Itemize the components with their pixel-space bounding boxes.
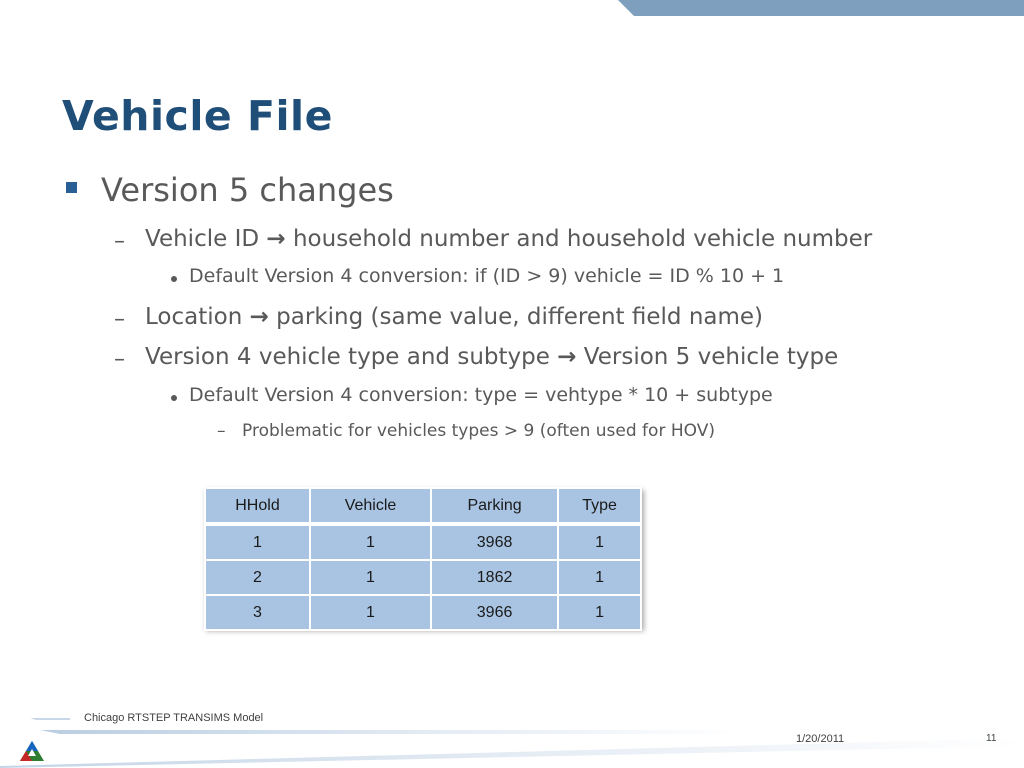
table-cell: 3968: [431, 524, 558, 560]
table-cell: 1: [558, 560, 641, 595]
bullet-text-pre: Version 4 vehicle type and subtype: [145, 344, 558, 370]
table-cell: 1: [310, 560, 431, 595]
column-header-vehicle: Vehicle: [310, 488, 431, 524]
bullet-level2-vehicle-type: [145, 344, 838, 370]
dot-bullet-icon: [171, 276, 177, 282]
bullet-level2-vehicle-id: [145, 226, 872, 252]
bullet-text-post: household number and household vehicle number: [285, 226, 873, 252]
dash-bullet-icon: –: [217, 421, 226, 441]
bullet-level1: Version 5 changes: [101, 171, 394, 209]
column-header-hhold: HHold: [205, 488, 310, 524]
bullet-text-pre: Location: [145, 304, 250, 330]
arrow-right-icon: →: [557, 344, 577, 370]
table-cell: 1: [558, 524, 641, 560]
dot-bullet-icon: [171, 395, 177, 401]
dash-bullet-icon: –: [114, 347, 125, 372]
table-cell: 3966: [431, 595, 558, 630]
arrow-right-icon: →: [249, 304, 269, 330]
bullet-level3-id-conversion: Default Version 4 conversion: if (ID > 9) vehicle = ID % 10 + 1: [189, 265, 785, 287]
table-row: [205, 560, 641, 595]
table-cell: 1: [558, 595, 641, 630]
footer-date: 1/20/2011: [796, 733, 845, 745]
bullet-text-post: parking (same value, different field name): [268, 304, 764, 330]
square-bullet-icon: [66, 182, 77, 193]
header-accent-band: [618, 0, 1024, 16]
dash-bullet-icon: –: [114, 307, 125, 332]
table-cell: 1: [205, 524, 310, 560]
arrow-right-icon: →: [266, 226, 286, 252]
table-cell: 1862: [431, 560, 558, 595]
table-header-row: [205, 488, 641, 524]
table-row: [205, 595, 641, 630]
table-cell: 1: [310, 524, 431, 560]
bullet-text-post: Version 5 vehicle type: [576, 344, 839, 370]
column-header-parking: Parking: [431, 488, 558, 524]
table-cell: 1: [310, 595, 431, 630]
bullet-level2-location: [145, 304, 763, 330]
bullet-level3-type-conversion: Default Version 4 conversion: type = vehtype * 10 + subtype: [189, 384, 773, 406]
column-header-type: Type: [558, 488, 641, 524]
bullet-level4-problematic: Problematic for vehicles types > 9 (often used for HOV): [242, 421, 715, 441]
dash-bullet-icon: –: [114, 229, 125, 254]
bullet-text-pre: Vehicle ID: [145, 226, 267, 252]
footer-page-number: 11: [986, 733, 997, 744]
footer-presentation-title: Chicago RTSTEP TRANSIMS Model: [84, 712, 264, 724]
table-cell: 2: [205, 560, 310, 595]
vehicle-table: [204, 487, 642, 631]
table-cell: 3: [205, 595, 310, 630]
slide-title: Vehicle File: [62, 92, 333, 140]
vehicle-table-container: [204, 487, 642, 628]
argonne-triangle-logo: [19, 740, 45, 762]
table-row: [205, 524, 641, 560]
